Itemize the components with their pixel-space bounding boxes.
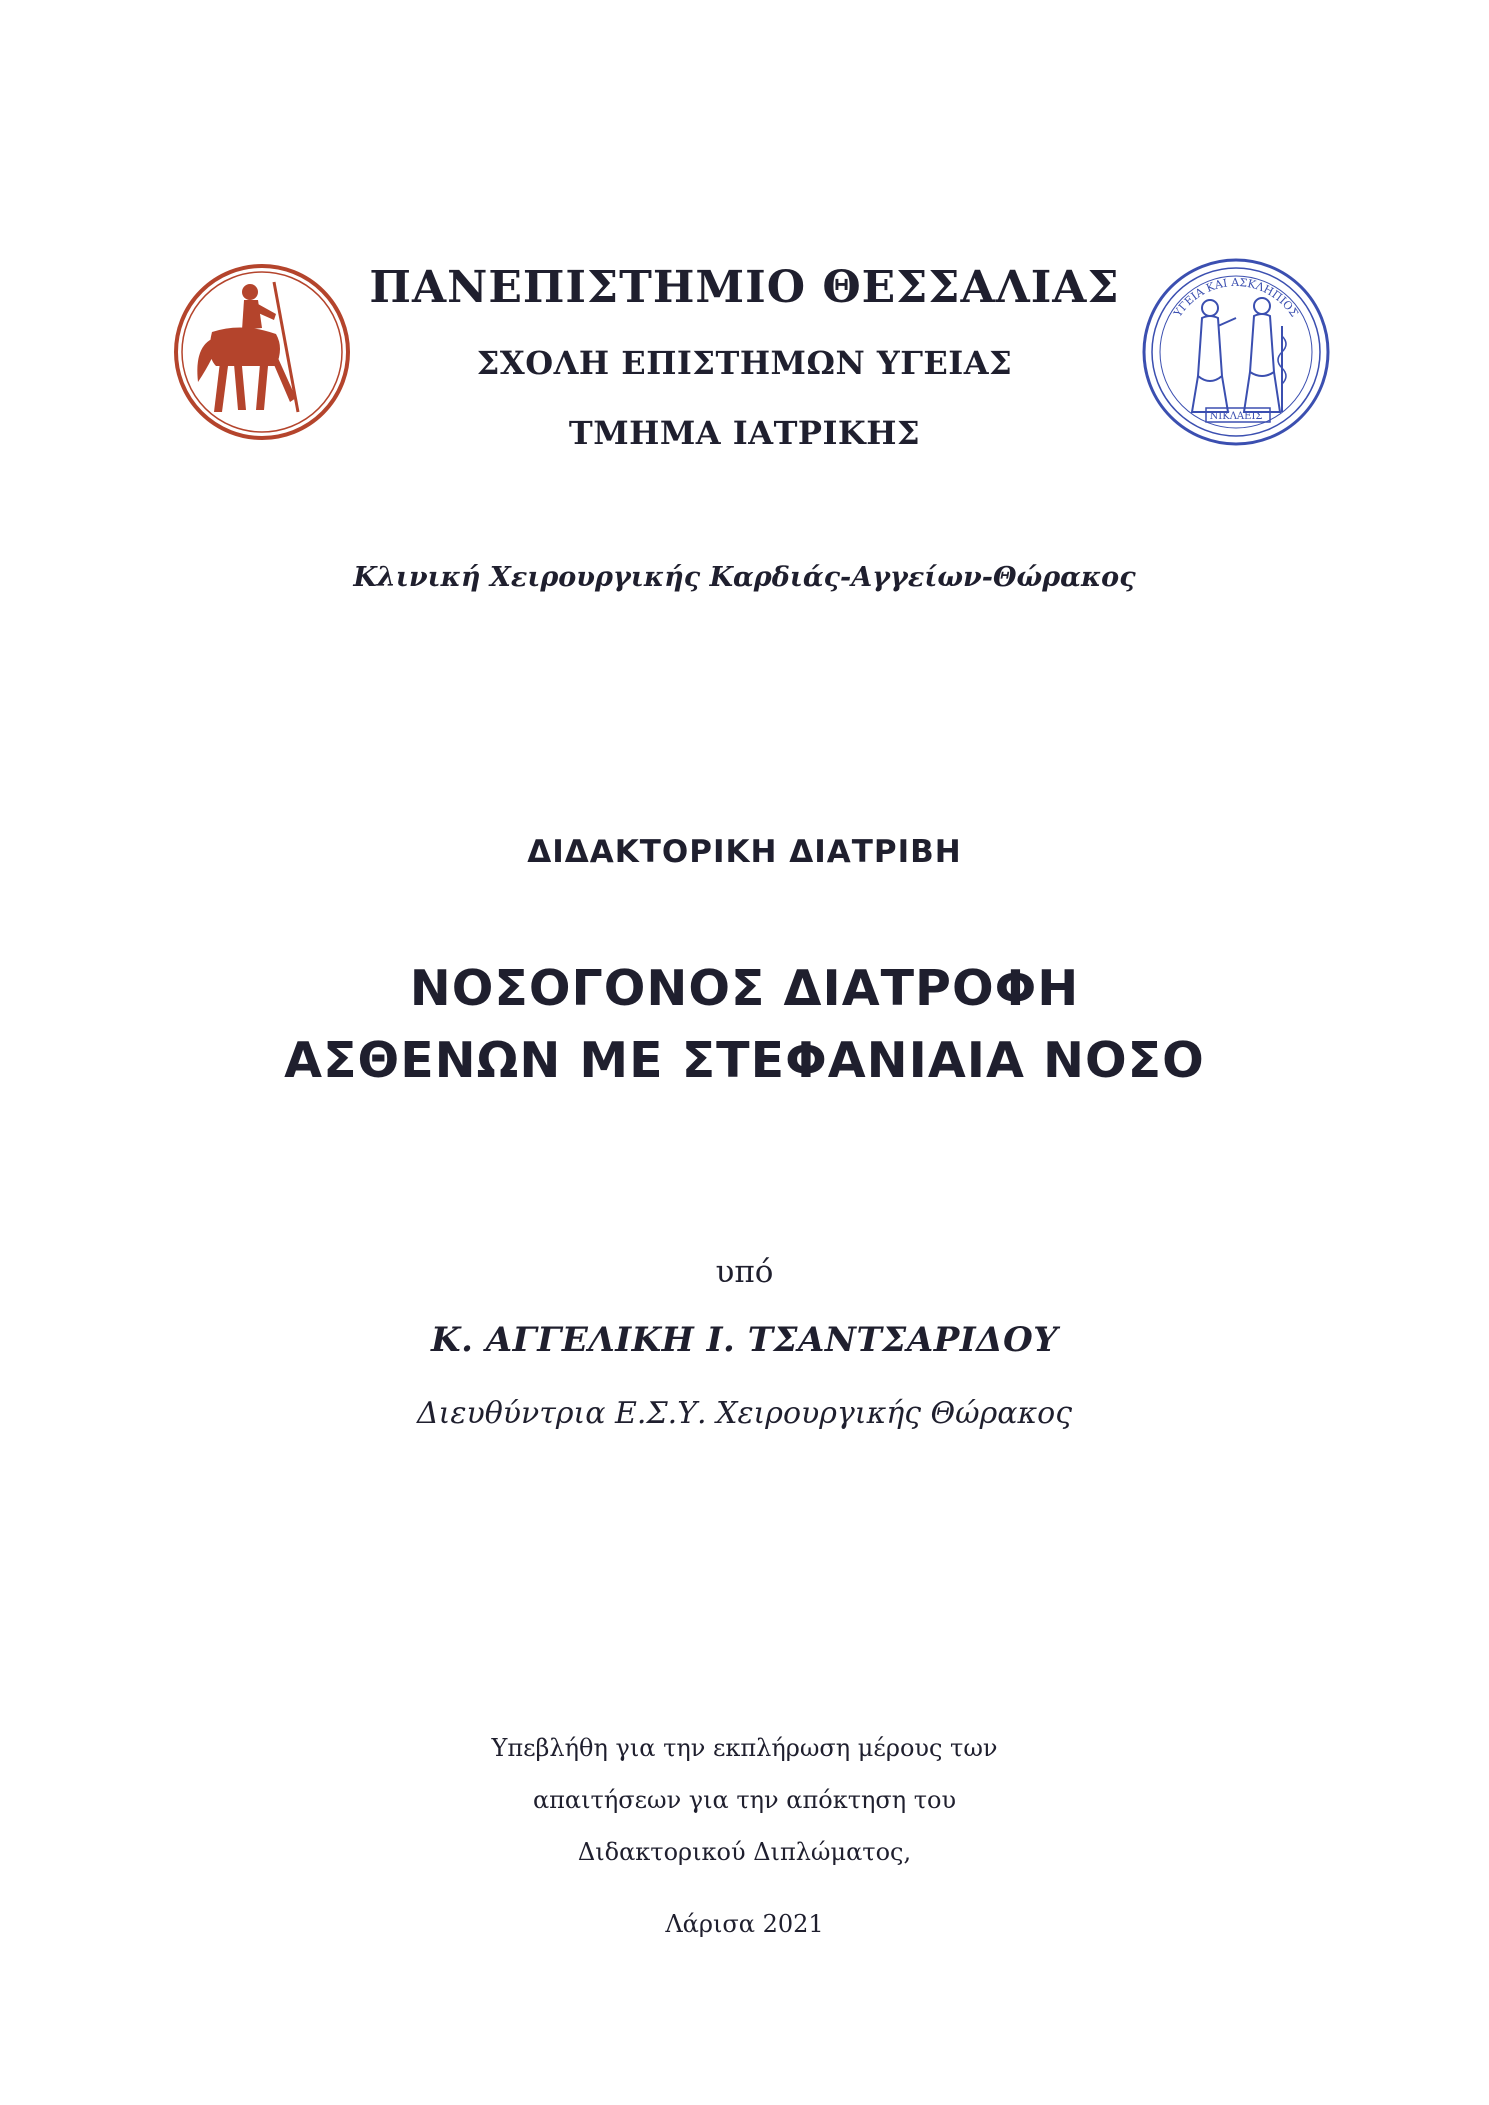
thesis-title-line2: ΑΣΘΕΝΩΝ ΜΕ ΣΤΕΦΑΝΙΑΙΑ ΝΟΣΟ <box>284 1032 1205 1089</box>
place-date: Λάρισα 2021 <box>665 1910 824 1938</box>
university-name: ΠΑΝΕΠΙΣΤΗΜΙΟ ΘΕΣΣΑΛΙΑΣ <box>369 262 1120 313</box>
author-name: Κ. ΑΓΓΕΛΙΚΗ Ι. ΤΣΑΝΤΣΑΡΙΔΟΥ <box>431 1320 1058 1360</box>
author-role: Διευθύντρια Ε.Σ.Υ. Χειρουργικής Θώρακος <box>416 1396 1073 1431</box>
clinic-name: Κλινική Χειρουργικής Καρδιάς-Αγγείων-Θώρακος <box>353 562 1136 593</box>
submission-line3: Διδακτορικού Διπλώματος, <box>577 1838 912 1866</box>
department-name: ΤΜΗΜΑ ΙΑΤΡΙΚΗΣ <box>568 414 921 452</box>
thesis-type: ΔΙΔΑΚΤΟΡΙΚΗ ΔΙΑΤΡΙΒΗ <box>527 834 962 870</box>
submission-line2: απαιτήσεων για την απόκτηση του <box>532 1786 957 1814</box>
school-name: ΣΧΟΛΗ ΕΠΙΣΤΗΜΩΝ ΥΓΕΙΑΣ <box>476 344 1013 382</box>
seal-text-top: ΥΓΕΙΑ ΚΑΙ ΑΣΚΛΗΠΙΟΣ <box>1171 275 1301 320</box>
thesis-title-line1: ΝΟΣΟΓΟΝΟΣ ΔΙΑΤΡΟΦΗ <box>409 960 1080 1017</box>
seal-text-bottom: ΝΙΚΛΑΕΙΣ <box>1209 411 1263 422</box>
hygeia-asklepios-seal-icon <box>1140 256 1332 448</box>
submission-line1: Υπεβλήθη για την εκπλήρωση μέρους των <box>491 1734 998 1762</box>
by-label: υπό <box>715 1254 774 1290</box>
